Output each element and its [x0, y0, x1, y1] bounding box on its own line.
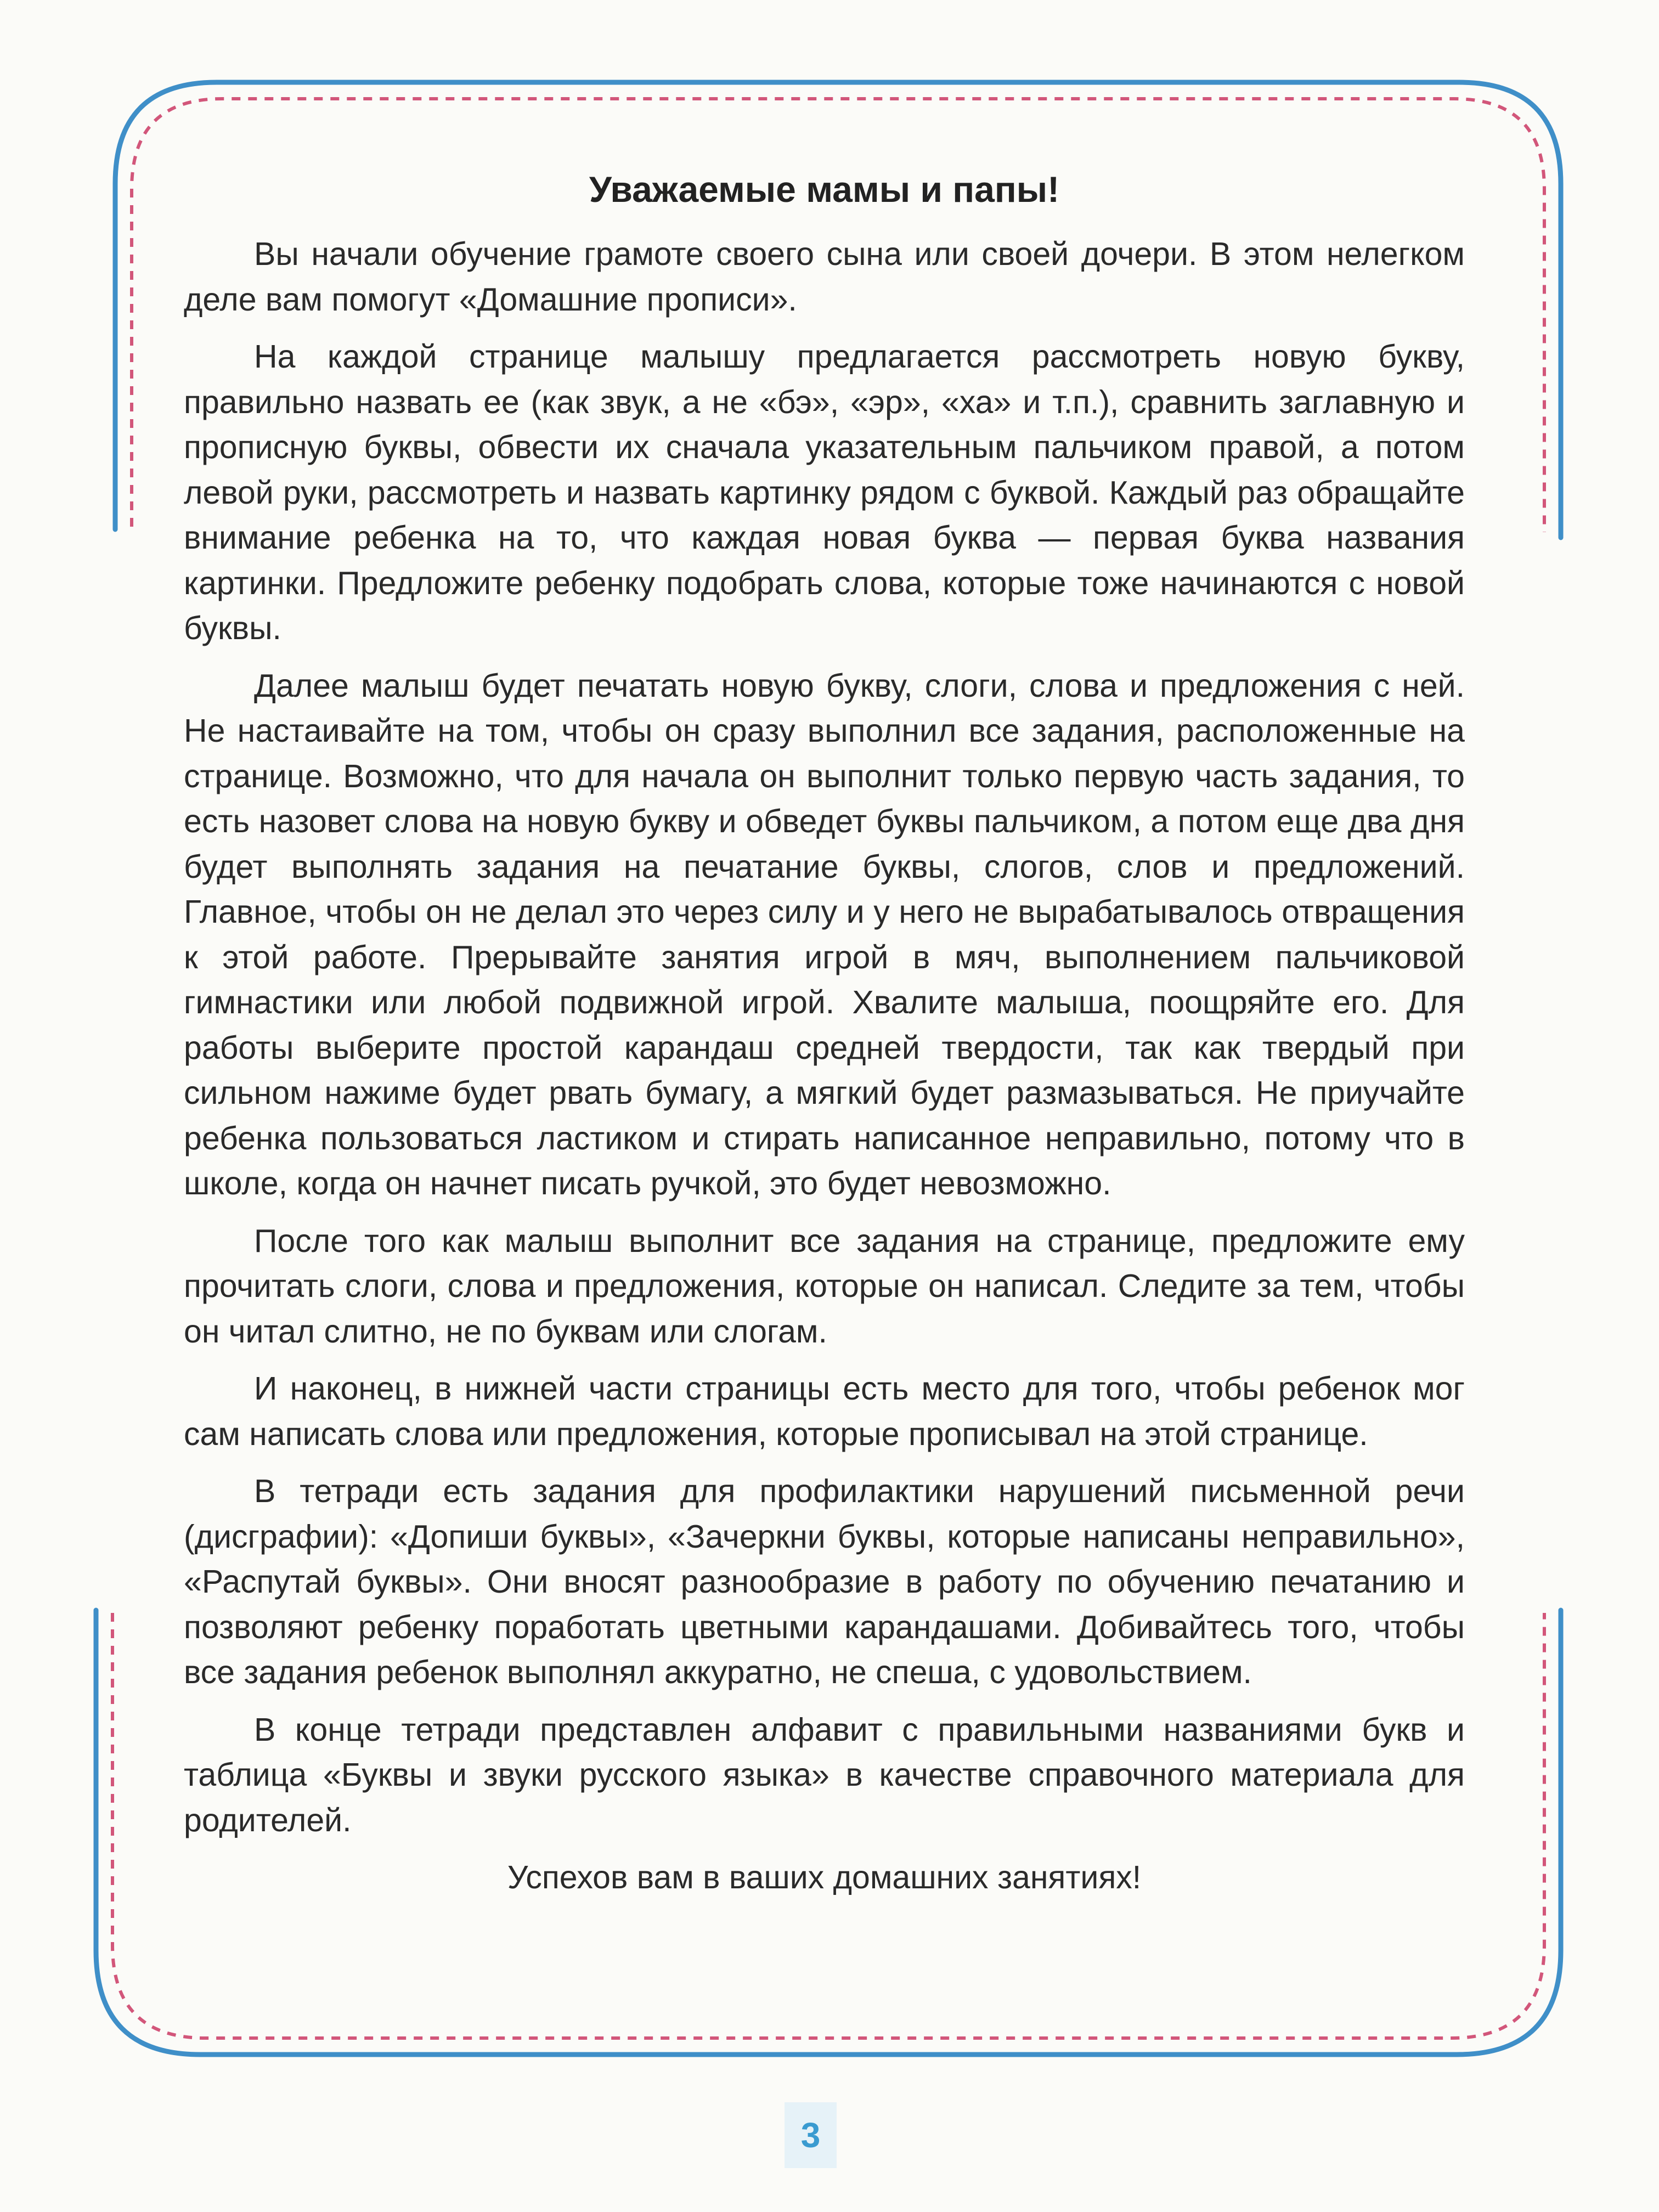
paragraph-5: И наконец, в нижней части страницы есть место для того, чтобы ребенок мог сам написать слова или предложения, которые прописывал на этой странице. — [184, 1370, 1465, 1452]
paragraph-1: Вы начали обучение грамоте своего сына или своей дочери. В этом нелегком деле вам помогут «Домашние прописи». — [184, 236, 1465, 318]
page-number-badge: 3 — [785, 2102, 837, 2168]
paragraph-7: В конце тетради представлен алфавит с правильными названиями букв и таблица «Буквы и звуки русского языка» в качестве справочного материала для родителей. — [184, 1711, 1465, 1838]
page-title: Уважаемые мамы и папы! — [589, 169, 1060, 210]
paragraph-2: На каждой странице малышу предлагается рассмотреть новую букву, правильно назвать ее (как звук, а не «бэ», «эр», «ха» и т.п.), сравнить заглавную и прописную буквы, обвести их сначала указательным пальчиком правой, а потом левой руки, рассмотреть и назвать картинку рядом с буквой. Каждый раз обращайте внимание ребенка на то, что каждая новая буква — первая буква названия картинки. Предложите ребенку подобрать слова, которые тоже начинаются с новой буквы. — [184, 338, 1465, 646]
paragraph-3: Далее малыш будет печатать новую букву, слоги, слова и предложения с ней. Не настаивайте на том, чтобы он сразу выполнил все задания, расположенные на странице. Возможно, что для начала он выполнит только первую часть задания, то есть назовет слова на новую букву и обведет буквы пальчиком, а потом еще два дня будет выполнять задания на печатание буквы, слогов, слов и предложений. Главное, чтобы он не делал это через силу и у него не вырабатывалось отвращения к этой работе. Прерывайте занятия игрой в мяч, выполнением пальчиковой гимнастики или любой подвижной игрой. Хвалите малыша, поощряйте его. Для работы выберите простой карандаш средней твердости, так как твердый при сильном нажиме будет рвать бумагу, а мягкий будет размазываться. Не приучайте ребенка пользоваться ластиком и стирать написанное неправильно, потому что в школе, когда он начнет писать ручкой, это будет невозможно. — [184, 667, 1465, 1201]
paragraph-4: После того как малыш выполнит все задания на странице, предложите ему прочитать слоги, слова и предложения, которые он написал. Следите за тем, чтобы он читал слитно, не по буквам или слогам. — [184, 1222, 1465, 1350]
closing-line: Успехов вам в ваших домашних занятиях! — [507, 1859, 1142, 1895]
paragraph-6: В тетради есть задания для профилактики нарушений письменной речи (дисграфии): «Допиши буквы», «Зачеркни буквы, которые написаны неправильно», «Распутай буквы». Они вносят разнообразие в работу по обучению печатанию и позволяют ребенку поработать цветными карандашами. Добивайтесь того, чтобы все задания ребенок выполнял аккуратно, не спеша, с удовольствием. — [184, 1473, 1465, 1690]
foreword-text — [184, 165, 1465, 1900]
